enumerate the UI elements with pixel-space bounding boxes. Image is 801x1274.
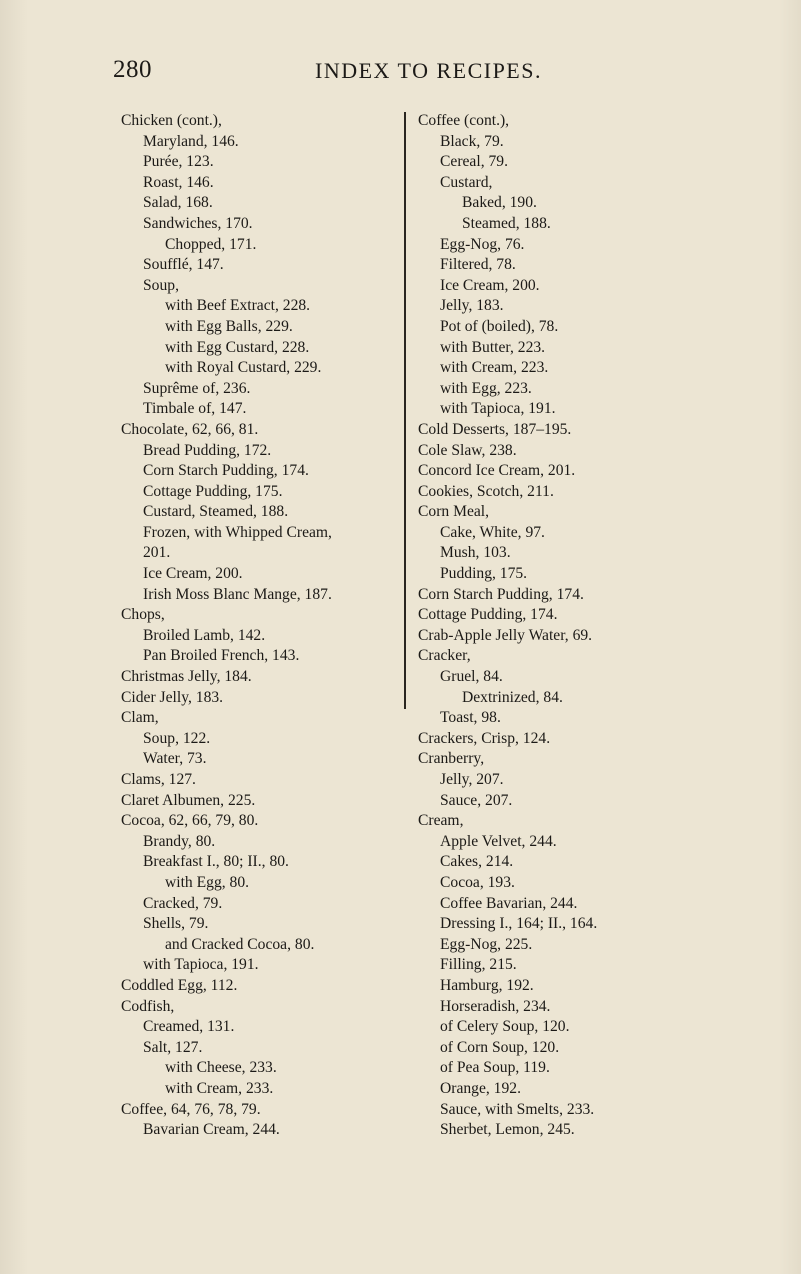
- index-entry: Shells, 79.: [143, 915, 209, 933]
- index-entry: Cottage Pudding, 174.: [418, 606, 558, 624]
- index-entry: of Corn Soup, 120.: [440, 1038, 560, 1056]
- index-entry: and Cracked Cocoa, 80.: [165, 935, 315, 953]
- index-entry: Crackers, Crisp, 124.: [418, 729, 551, 747]
- index-entry: Irish Moss Blanc Mange, 187.: [143, 585, 332, 603]
- index-entry: Cracker,: [418, 647, 471, 665]
- index-entry: Jelly, 207.: [440, 771, 504, 788]
- column-divider: [404, 112, 406, 709]
- index-entry: Horseradish, 234.: [440, 997, 551, 1015]
- index-entry: Breakfast I., 80; II., 80.: [143, 853, 289, 871]
- index-entry: Brandy, 80.: [143, 832, 216, 850]
- index-entry: Pan Broiled French, 143.: [143, 647, 300, 665]
- index-entry: Coffee (cont.),: [418, 112, 510, 129]
- index-entry: Cider Jelly, 183.: [121, 688, 224, 706]
- index-entry: Soup,: [143, 276, 179, 294]
- index-entry: Chocolate, 62, 66, 81.: [121, 420, 259, 438]
- index-entry: Soufflé, 147.: [143, 256, 224, 274]
- index-entry: Cakes, 214.: [440, 853, 514, 871]
- index-entry: Roast, 146.: [143, 173, 214, 191]
- index-entry: Codfish,: [121, 997, 175, 1015]
- index-entry: Water, 73.: [143, 750, 207, 768]
- index-entry: Hamburg, 192.: [440, 976, 534, 994]
- index-entry: Bread Pudding, 172.: [143, 441, 272, 459]
- index-entry: with Egg, 80.: [165, 873, 250, 891]
- index-entry: Egg-Nog, 76.: [440, 235, 525, 253]
- index-column-right: [418, 111, 597, 1141]
- index-entry: Clams, 127.: [121, 771, 196, 788]
- index-entry: Concord Ice Cream, 201.: [418, 462, 576, 480]
- index-entry: Chopped, 171.: [165, 235, 257, 253]
- index-entry: Sandwiches, 170.: [143, 214, 253, 232]
- index-entry: Cereal, 79.: [440, 153, 508, 171]
- index-entry: Pot of (boiled), 78.: [440, 317, 559, 335]
- index-entry: Sauce, with Smelts, 233.: [440, 1100, 595, 1118]
- index-entry: Mush, 103.: [440, 544, 511, 562]
- index-entry: Creamed, 131.: [143, 1018, 235, 1036]
- running-title: INDEX TO RECIPES.: [315, 58, 542, 83]
- index-entry: Soup, 122.: [143, 729, 211, 747]
- index-entry: Salad, 168.: [143, 194, 213, 212]
- index-entry: Corn Starch Pudding, 174.: [143, 462, 309, 480]
- index-column-left: [121, 111, 332, 1141]
- index-entry: Corn Starch Pudding, 174.: [418, 585, 584, 603]
- index-entry: with Egg Custard, 228.: [165, 338, 310, 356]
- index-entry: with Cream, 223.: [440, 359, 549, 377]
- index-entry: Bavarian Cream, 244.: [143, 1121, 280, 1139]
- page-header: [0, 56, 801, 96]
- index-entry: with Tapioca, 191.: [440, 400, 556, 418]
- index-entry: Pudding, 175.: [440, 565, 528, 583]
- index-entry: Chicken (cont.),: [121, 112, 222, 129]
- index-entry: Cracked, 79.: [143, 894, 223, 912]
- index-entry: Sauce, 207.: [440, 791, 513, 809]
- index-entry: with Cheese, 233.: [165, 1059, 277, 1077]
- index-entry: Corn Meal,: [418, 503, 490, 521]
- index-entry: Steamed, 188.: [462, 214, 551, 232]
- page-number: 280: [113, 56, 152, 83]
- index-entry: with Egg Balls, 229.: [165, 317, 293, 335]
- index-entry: of Pea Soup, 119.: [440, 1059, 550, 1077]
- index-entry: Ice Cream, 200.: [143, 565, 243, 583]
- index-entry: Coffee, 64, 76, 78, 79.: [121, 1100, 261, 1118]
- index-entry: Broiled Lamb, 142.: [143, 626, 266, 644]
- index-entry: Custard,: [440, 173, 493, 191]
- index-entry: with Egg, 223.: [440, 379, 532, 397]
- index-entry: with Butter, 223.: [440, 338, 546, 356]
- index-entry: Cocoa, 62, 66, 79, 80.: [121, 812, 259, 830]
- index-entry: Filling, 215.: [440, 956, 517, 974]
- index-entry: Chops,: [121, 606, 165, 624]
- index-entry: Egg-Nog, 225.: [440, 935, 533, 953]
- index-entry: Coddled Egg, 112.: [121, 976, 238, 994]
- index-entry: Cole Slaw, 238.: [418, 441, 517, 459]
- index-entry: Baked, 190.: [462, 194, 537, 212]
- index-entry: Toast, 98.: [440, 709, 501, 727]
- index-entry: Timbale of, 147.: [143, 400, 247, 418]
- index-entry: Apple Velvet, 244.: [440, 832, 557, 850]
- index-entry: Coffee Bavarian, 244.: [440, 894, 578, 912]
- index-entry: 201.: [143, 544, 171, 562]
- index-entry: with Cream, 233.: [165, 1079, 274, 1097]
- index-entry: with Tapioca, 191.: [143, 956, 259, 974]
- index-entry: Black, 79.: [440, 132, 504, 150]
- index-entry: Clam,: [121, 709, 159, 727]
- index-entry: Custard, Steamed, 188.: [143, 503, 289, 521]
- index-entry: Suprême of, 236.: [143, 379, 251, 397]
- index-entry: Gruel, 84.: [440, 668, 503, 686]
- index-entry: Orange, 192.: [440, 1079, 521, 1097]
- index-entry: of Celery Soup, 120.: [440, 1018, 570, 1036]
- index-entry: Salt, 127.: [143, 1038, 203, 1056]
- index-entry: with Royal Custard, 229.: [165, 359, 322, 377]
- index-entry: Maryland, 146.: [143, 132, 239, 150]
- index-entry: Filtered, 78.: [440, 256, 516, 274]
- index-entry: Purée, 123.: [143, 153, 214, 171]
- index-entry: Claret Albumen, 225.: [121, 791, 256, 809]
- index-entry: Dextrinized, 84.: [462, 688, 563, 706]
- index-entry: with Beef Extract, 228.: [165, 297, 311, 315]
- index-entry: Sherbet, Lemon, 245.: [440, 1121, 575, 1139]
- index-entry: Cream,: [418, 812, 464, 830]
- index-entry: Frozen, with Whipped Cream,: [143, 523, 332, 541]
- index-entry: Crab-Apple Jelly Water, 69.: [418, 626, 593, 644]
- index-entry: Dressing I., 164; II., 164.: [440, 915, 598, 933]
- index-entry: Cottage Pudding, 175.: [143, 482, 283, 500]
- index-entry: Cocoa, 193.: [440, 873, 515, 891]
- index-entry: Ice Cream, 200.: [440, 276, 540, 294]
- index-entry: Cake, White, 97.: [440, 523, 545, 541]
- index-entry: Cold Desserts, 187–195.: [418, 420, 572, 438]
- index-entry: Cookies, Scotch, 211.: [418, 482, 554, 500]
- index-entry: Jelly, 183.: [440, 297, 504, 315]
- index-entry: Christmas Jelly, 184.: [121, 668, 252, 686]
- index-entry: Cranberry,: [418, 750, 485, 768]
